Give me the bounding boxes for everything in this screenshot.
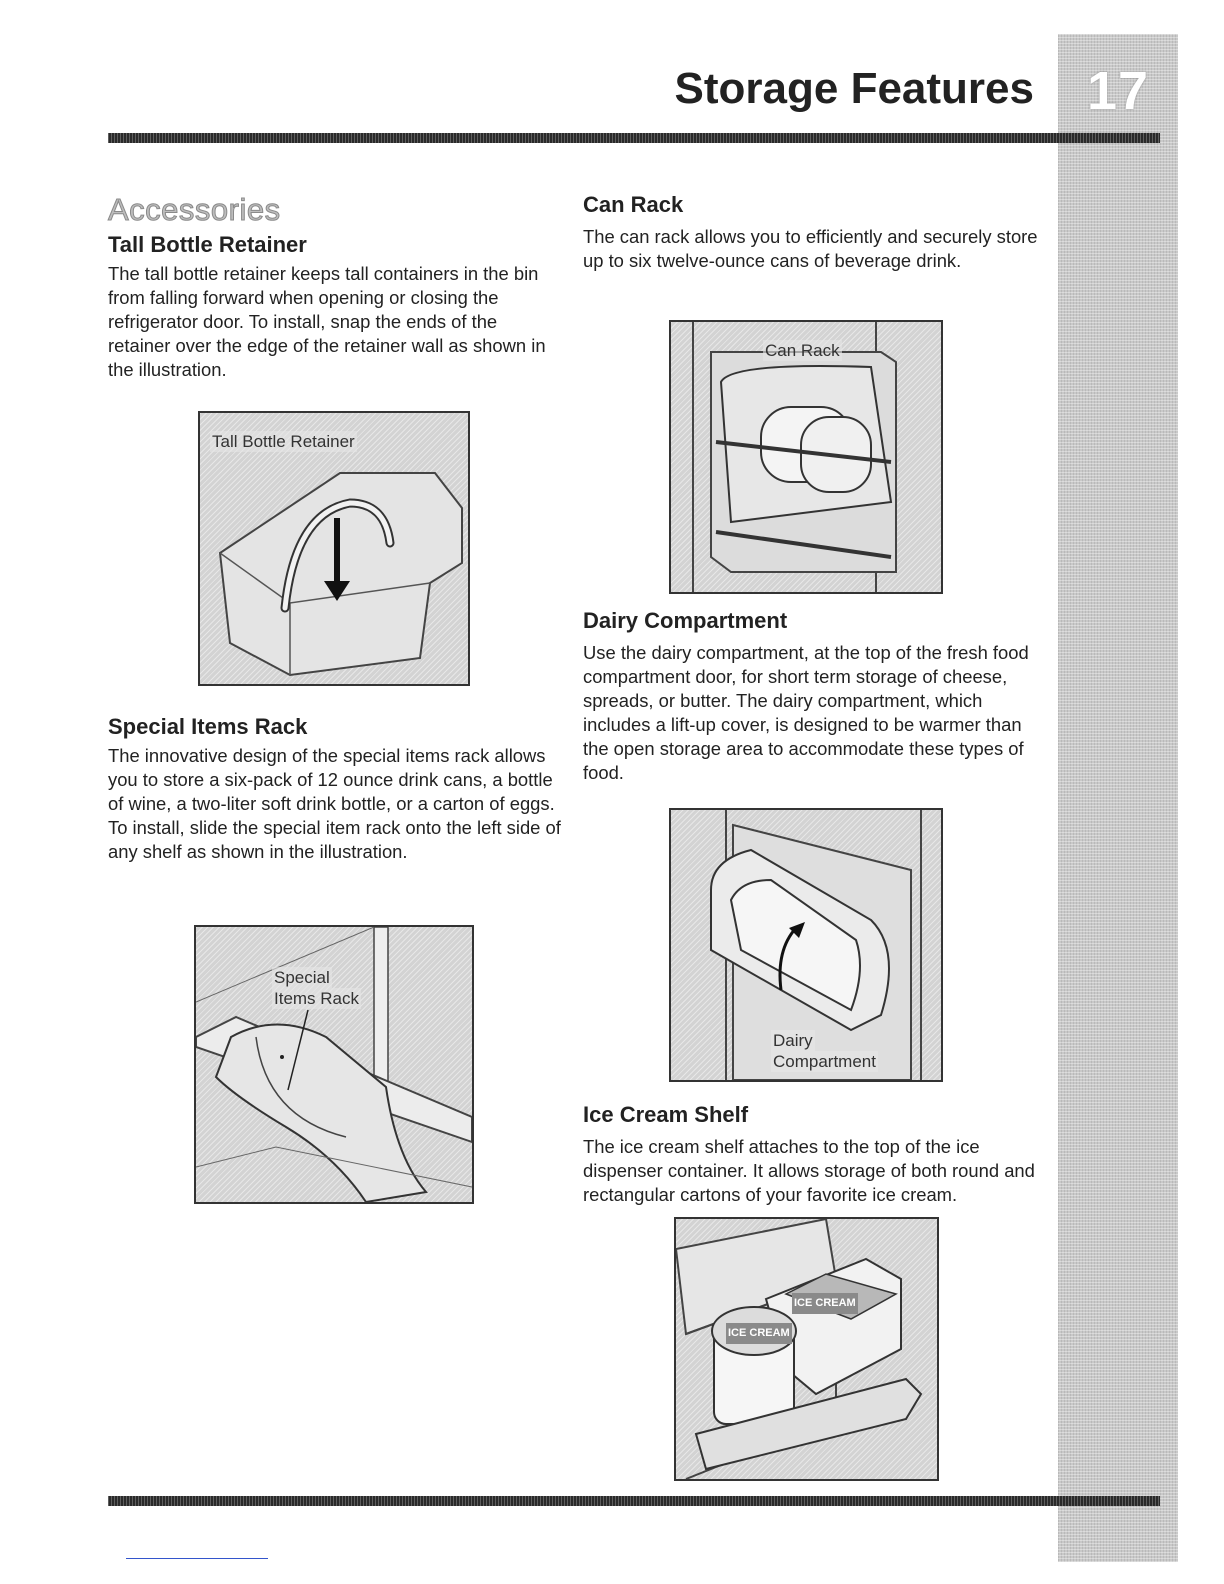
can-rack-illustration — [669, 320, 943, 594]
ice-cream-body: The ice cream shelf attaches to the top of the ice dispenser container. It allows storage of both round and rectangular cartons of your favorite ice cream. — [583, 1136, 1035, 1205]
footer-link-underline — [126, 1558, 268, 1559]
page-number: 17 — [1086, 61, 1150, 121]
tall-bottle-heading: Tall Bottle Retainer — [108, 232, 307, 257]
tall-bottle-body: The tall bottle retainer keeps tall containers in the bin from falling forward when opening or closing the refrigerator door. To install, snap the ends of the retainer over the edge of the retainer wall as shown in the illustration. — [108, 263, 546, 380]
tall-bottle-illustration — [198, 411, 470, 686]
special-items-section — [108, 712, 563, 864]
dairy-callout-line2: Compartment — [773, 1052, 876, 1071]
tall-bottle-callout: Tall Bottle Retainer — [212, 432, 355, 451]
dairy-section — [583, 606, 1038, 785]
footer-rule — [108, 1496, 1160, 1506]
ice-cream-section — [583, 1100, 1038, 1207]
can-rack-section — [583, 190, 1038, 273]
can-rack-drawing — [671, 322, 941, 592]
dairy-body: Use the dairy compartment, at the top of the fresh food compartment door, for short term storage of cheese, spreads, or butter. The dairy compartment, which includes a lift-up cover, is designed to be warmer than the open storage area to accommodate these types of food. — [583, 642, 1029, 783]
special-items-callout-line2: Items Rack — [274, 989, 360, 1008]
ice-cream-illustration — [674, 1217, 939, 1481]
left-column — [108, 190, 563, 382]
dairy-callout-line1: Dairy — [773, 1031, 813, 1050]
side-tab — [1058, 34, 1178, 1562]
special-items-body: The innovative design of the special items rack allows you to store a six-pack of 12 ounce drink cans, a bottle of wine, a two-liter soft drink bottle, or a carton of eggs. To install, slide the special item rack onto the left side of any shelf as shown in the illustration. — [108, 745, 561, 862]
special-items-drawing — [196, 927, 472, 1202]
tall-bottle-drawing — [200, 413, 468, 684]
can-rack-body: The can rack allows you to efficiently and securely store up to six twelve-ounce cans of beverage drink. — [583, 226, 1038, 271]
ice-cream-heading: Ice Cream Shelf — [583, 1102, 749, 1127]
can-rack-heading: Can Rack — [583, 192, 684, 217]
page-title: Storage Features — [674, 64, 1034, 113]
special-items-callout-line1: Special — [274, 968, 330, 987]
dairy-illustration — [669, 808, 943, 1082]
special-items-illustration — [194, 925, 474, 1204]
can-rack-callout: Can Rack — [765, 341, 840, 360]
ice-cream-drawing — [676, 1219, 937, 1479]
special-items-heading: Special Items Rack — [108, 714, 308, 739]
dairy-heading: Dairy Compartment — [583, 608, 788, 633]
section-title: Accessories — [108, 192, 281, 227]
header-rule — [108, 133, 1160, 143]
ice-cream-tub-label: ICE CREAM — [726, 1323, 792, 1344]
ice-cream-carton-label: ICE CREAM — [792, 1293, 858, 1314]
